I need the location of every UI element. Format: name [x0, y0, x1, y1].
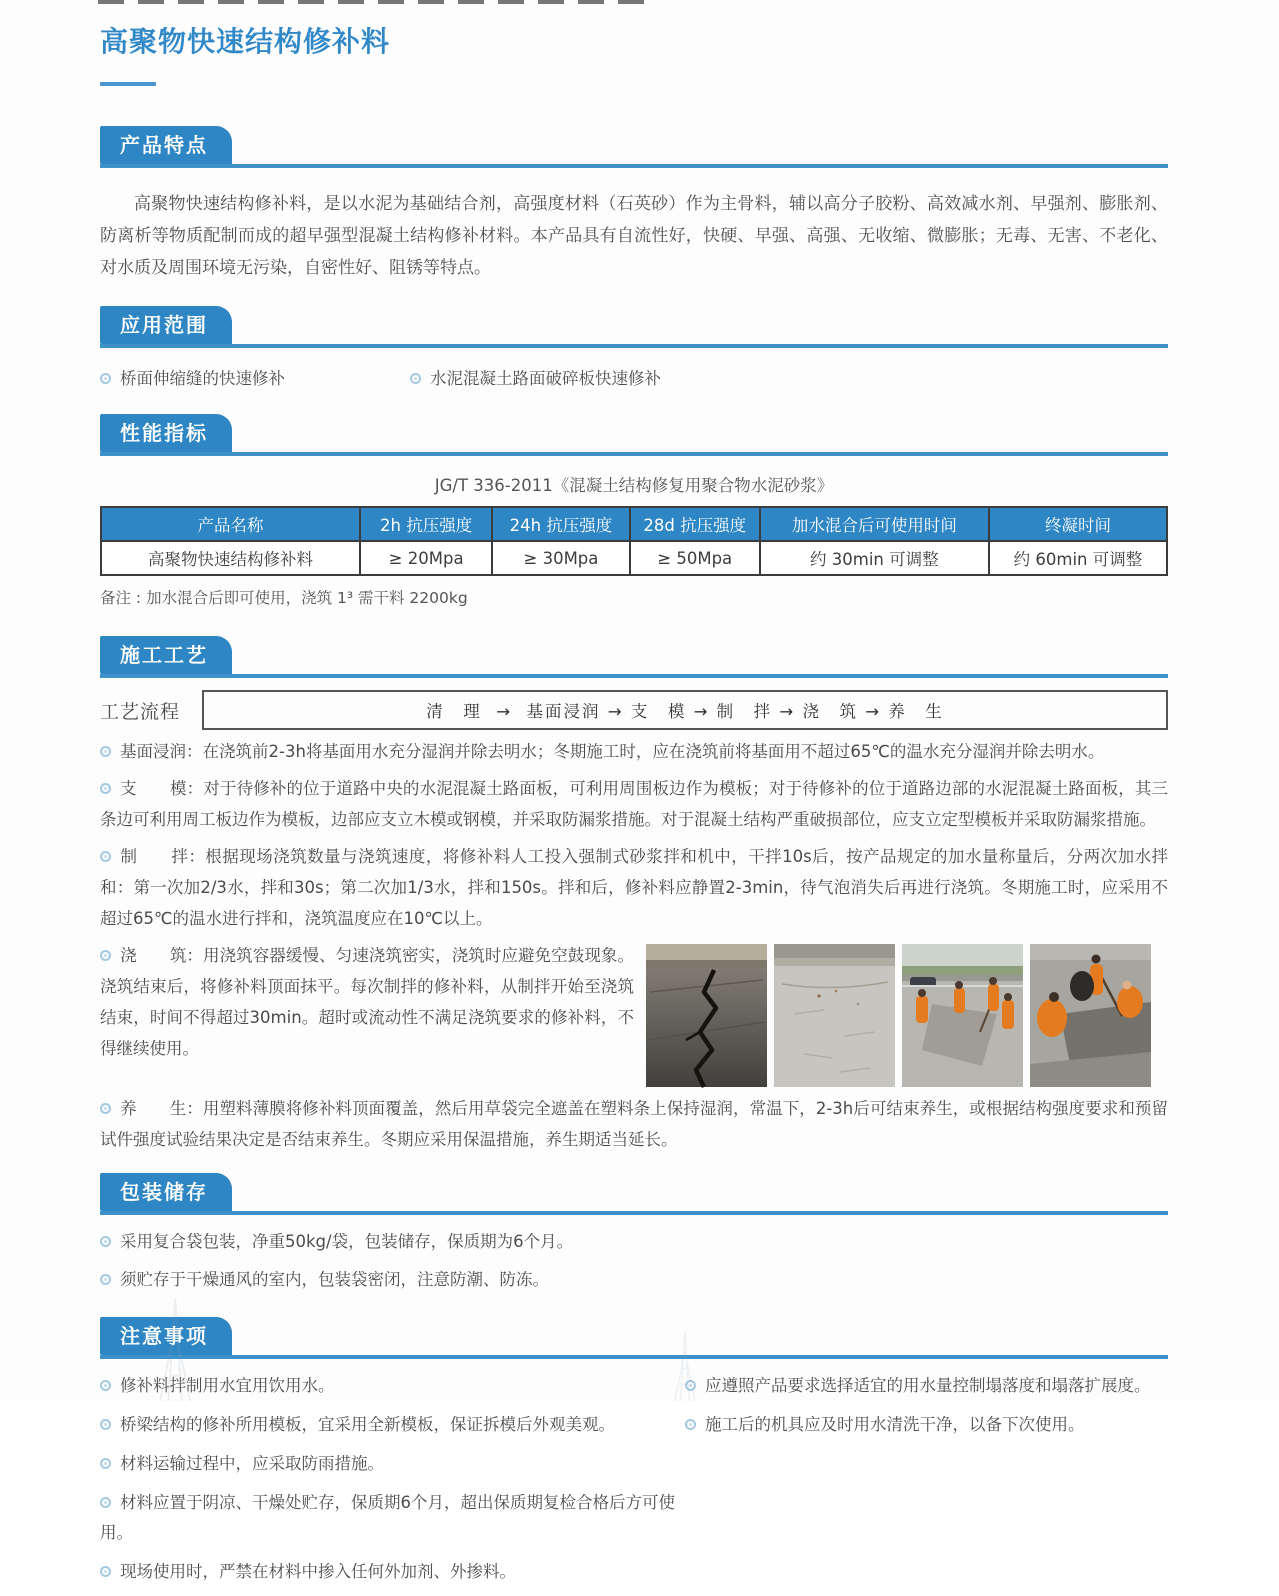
process-step-text: 制 拌：根据现场浇筑数量与浇筑速度，将修补料人工投入强制式砂浆拌和机中，干拌10s后，按产品规定的加水量称量后，分两次加水拌和：第一次加2/3水，拌和30s；第二次加1/3水，拌和150s。拌和后，修补料应静置2-3min，待气泡消失后再进行浇筑。冬期施工时，应采用不超过65℃的温水进行拌和，浇筑温度应在10℃以上。 [100, 847, 1168, 928]
application-item [410, 364, 661, 394]
process-step-pouring [100, 940, 634, 1064]
note-item [100, 1410, 685, 1440]
process-step-text: 支 模：对于待修补的位于道路中央的水泥混凝土路面板，可利用周围板边作为模板；对于待修补的位于道路边部的水泥混凝土路面板，其三条边可利用周工板边作为模板，边部应支立木模或钢模，并采取防漏浆措施。对于混凝土结构严重破损部位，应支立定型模板并采取防漏浆措施。 [100, 779, 1168, 829]
section-tab-packaging: 包装储存 [100, 1173, 232, 1211]
section-tab-process: 施工工艺 [100, 636, 232, 674]
table-row [101, 541, 1167, 575]
ring-bullet-icon [100, 746, 111, 757]
process-step-soaking [100, 736, 1168, 767]
concrete-slab-surface-photo [774, 944, 895, 1087]
bridge-deck-crack-photo [646, 944, 767, 1087]
standard-caption: JG/T 336-2011《混凝土结构修复用聚合物水泥砂浆》 [434, 476, 834, 495]
table-header-cell: 2h 抗压强度 [360, 507, 492, 541]
notes-left-column [100, 1371, 685, 1596]
performance-table [100, 506, 1168, 576]
applications-list [100, 364, 1168, 394]
table-note: 备注 : 加水混合后即可使用，浇筑 1³ 需干料 2200kg [100, 589, 468, 607]
section-header-performance [100, 414, 1168, 456]
section-tab-applications: 应用范围 [100, 306, 232, 344]
ring-bullet-icon [100, 1419, 111, 1430]
table-cell: ≥ 30Mpa [492, 541, 630, 575]
process-flow-label: 工艺流程 [100, 700, 181, 723]
title-underline [100, 82, 156, 86]
ring-bullet-icon [100, 950, 111, 961]
note-item [100, 1488, 685, 1548]
ring-bullet-icon [100, 1497, 111, 1508]
workers-patching-photo [1030, 944, 1151, 1087]
process-step-text: 浇 筑：用浇筑容器缓慢、匀速浇筑密实，浇筑时应避免空鼓现象。浇筑结束后，将修补料顶面抹平。每次制拌的修补料，从制拌开始至浇筑结束，时间不得超过30min。超时或流动性不满足浇筑要求的修补料，不得继续使用。 [100, 946, 634, 1058]
table-cell: ≥ 50Mpa [630, 541, 760, 575]
table-header-cell: 28d 抗压强度 [630, 507, 760, 541]
section-header-applications [100, 306, 1168, 348]
note-item-label: 应遵照产品要求选择适宜的用水量控制塌落度和塌落扩展度。 [705, 1376, 1151, 1395]
process-flow-box: 清 理 → 基面浸润 → 支 模 → 制 拌 → 浇 筑 → 养 生 [202, 690, 1168, 730]
section-header-process [100, 636, 1168, 678]
section-header-notes [100, 1317, 1168, 1359]
process-flow-row [100, 690, 1168, 730]
packaging-item [100, 1227, 1168, 1257]
note-item-label: 施工后的机具应及时用水清洗干净，以备下次使用。 [705, 1415, 1085, 1434]
application-item [100, 364, 410, 394]
ring-bullet-icon [100, 1566, 111, 1577]
process-step-curing [100, 1093, 1168, 1155]
table-header-cell: 终凝时间 [989, 507, 1167, 541]
section-tab-features: 产品特点 [100, 126, 232, 164]
ring-bullet-icon [100, 1236, 111, 1247]
road-repair-crew-photo [902, 944, 1023, 1087]
ring-bullet-icon [100, 373, 111, 384]
table-header-cell: 24h 抗压强度 [492, 507, 630, 541]
section-tab-performance: 性能指标 [100, 414, 232, 452]
table-cell: ≥ 20Mpa [360, 541, 492, 575]
ring-bullet-icon [685, 1419, 696, 1430]
packaging-list [100, 1227, 1168, 1295]
table-header-row [101, 507, 1167, 541]
process-step-text: 养 生：用塑料薄膜将修补料顶面覆盖，然后用草袋完全遮盖在塑料条上保持湿润，常温下，2-3h后可结束养生，或根据结构强度要求和预留试件强度试验结果决定是否结束养生。冬期应采用保温措施，养生期适当延长。 [100, 1099, 1168, 1149]
application-item-label: 水泥混凝土路面破碎板快速修补 [430, 369, 661, 388]
process-step-mixing [100, 841, 1168, 934]
table-cell: 约 30min 可调整 [760, 541, 989, 575]
table-header-cell: 加水混合后可使用时间 [760, 507, 989, 541]
ring-bullet-icon [100, 1458, 111, 1469]
note-item-label: 桥梁结构的修补所用模板，宜采用全新模板，保证拆模后外观美观。 [120, 1415, 615, 1434]
note-item [100, 1371, 685, 1401]
process-step-formwork [100, 773, 1168, 835]
packaging-item-label: 采用复合袋包装，净重50kg/袋，包装储存，保质期为6个月。 [120, 1232, 574, 1251]
section-tab-notes: 注意事项 [100, 1317, 232, 1355]
table-cell: 约 60min 可调整 [989, 541, 1167, 575]
note-item [100, 1449, 685, 1479]
ring-bullet-icon [100, 1103, 111, 1114]
note-item [685, 1410, 1168, 1440]
note-item-label: 修补料拌制用水宜用饮用水。 [120, 1376, 335, 1395]
process-step-text: 基面浸润：在浇筑前2-3h将基面用水充分湿润并除去明水；冬期施工时，应在浇筑前将基面用不超过65℃的温水充分湿润并除去明水。 [120, 742, 1105, 761]
ring-bullet-icon [410, 373, 421, 384]
table-header-cell: 产品名称 [101, 507, 360, 541]
packaging-item-label: 须贮存于干燥通风的室内，包装袋密闭，注意防潮、防冻。 [120, 1270, 549, 1289]
table-cell: 高聚物快速结构修补料 [101, 541, 360, 575]
ring-bullet-icon [100, 1274, 111, 1285]
packaging-item [100, 1265, 1168, 1295]
application-item-label: 桥面伸缩缝的快速修补 [120, 369, 285, 388]
note-item [685, 1371, 1168, 1401]
note-item [100, 1557, 685, 1587]
notes-columns [100, 1371, 1168, 1596]
section-header-packaging [100, 1173, 1168, 1215]
notes-right-column [685, 1371, 1168, 1596]
features-paragraph: 高聚物快速结构修补料，是以水泥为基础结合剂，高强度材料（石英砂）作为主骨料，辅以高分子胶粉、高效减水剂、早强剂、膨胀剂、防离析等物质配制而成的超早强型混凝土结构修补材料。本产品具有自流性好，快硬、早强、高强、无收缩、微膨胀；无毒、无害、不老化、对水质及周围环境无污染，自密性好、阻锈等特点。 [100, 194, 1168, 278]
note-item-label: 现场使用时，严禁在材料中掺入任何外加剂、外掺料。 [120, 1562, 516, 1581]
ring-bullet-icon [685, 1380, 696, 1391]
pouring-and-photos-row [100, 936, 1168, 1087]
site-photos [646, 944, 1151, 1087]
note-item-label: 材料运输过程中，应采取防雨措施。 [120, 1454, 384, 1473]
section-header-features [100, 126, 1168, 168]
ring-bullet-icon [100, 851, 111, 862]
ring-bullet-icon [100, 783, 111, 794]
ring-bullet-icon [100, 1380, 111, 1391]
note-item-label: 材料应置于阴凉、干燥处贮存，保质期6个月，超出保质期复检合格后方可使用。 [100, 1493, 675, 1542]
page-title: 高聚物快速结构修补料 [100, 25, 391, 58]
